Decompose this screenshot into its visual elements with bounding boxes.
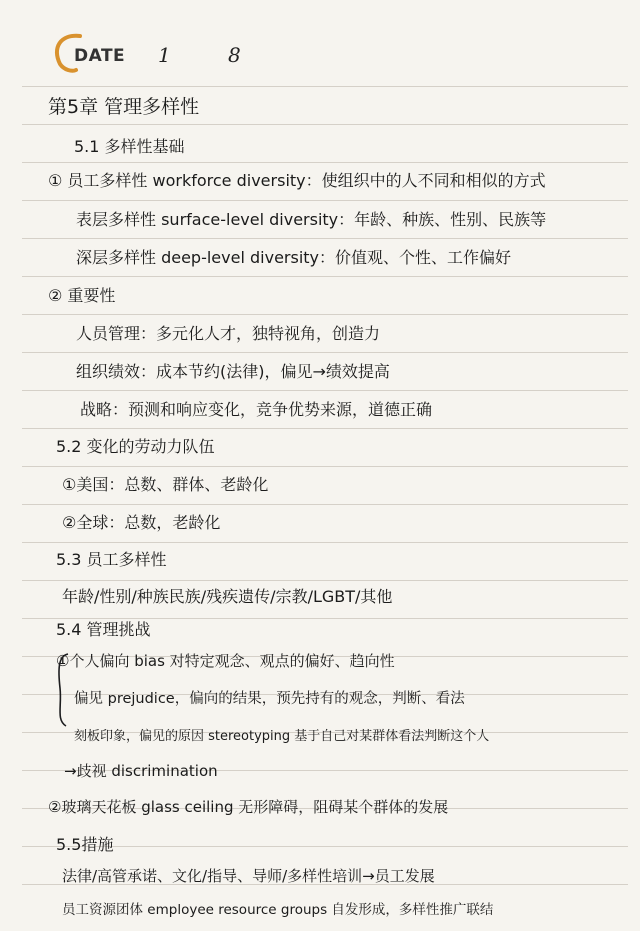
note-line: 深层多样性 deep-level diversity：价值观、个性、工作偏好 (76, 248, 512, 267)
note-line: ②玻璃天花板 glass ceiling 无形障碍，阻碍某个群体的发展 (48, 798, 449, 816)
note-line: 刻板印象，偏见的原因 stereotyping 基于自己对某群体看法判断这个人 (74, 729, 490, 744)
note-line: ①美国：总数、群体、老龄化 (62, 475, 269, 494)
date-label: DATE (74, 46, 126, 66)
note-line: →歧视 discrimination (64, 762, 218, 780)
ruled-line (22, 200, 628, 201)
note-line: 偏见 prejudice，偏向的结果，预先持有的观念，判断、看法 (74, 691, 465, 707)
date-month: 1 (158, 43, 171, 67)
note-line: 战略：预测和响应变化，竞争优势来源，道德正确 (80, 400, 433, 419)
ruled-line (22, 466, 628, 467)
ruled-line (22, 314, 628, 315)
note-line: 员工资源团体 employee resource groups 自发形成，多样性推广联结 (62, 902, 494, 918)
chapter-title: 第5章 管理多样性 (48, 96, 200, 118)
note-line: 组织绩效：成本节约(法律)，偏见→绩效提高 (76, 362, 390, 381)
bracket-icon (52, 650, 70, 730)
note-line: 年龄/性别/种族民族/残疾遗传/宗教/LGBT/其他 (62, 587, 393, 606)
ruled-line (22, 86, 628, 87)
date-header (50, 30, 290, 76)
section-heading: ② 重要性 (48, 286, 116, 305)
note-line: ① 员工多样性 workforce diversity：使组织中的人不同和相似的方式 (48, 171, 546, 190)
section-heading: 5.2 变化的劳动力队伍 (56, 437, 215, 456)
section-heading: 5.5措施 (56, 835, 114, 854)
note-line: ②全球：总数，老龄化 (62, 513, 221, 532)
ruled-line (22, 390, 628, 391)
ruled-line (22, 580, 628, 581)
ruled-line (22, 542, 628, 543)
note-line: 表层多样性 surface-level diversity：年龄、种族、性别、民族等 (76, 210, 547, 229)
ruled-line (22, 238, 628, 239)
ruled-line (22, 352, 628, 353)
note-line: 人员管理：多元化人才，独特视角，创造力 (76, 324, 381, 343)
ruled-line (22, 124, 628, 125)
note-line: 法律/高管承诺、文化/指导、导师/多样性培训→员工发展 (62, 867, 435, 885)
section-heading: 5.1 多样性基础 (74, 137, 185, 156)
note-line: ①个人偏向 bias 对特定观念、观点的偏好、趋向性 (56, 652, 395, 670)
ruled-line (22, 162, 628, 163)
ruled-line (22, 504, 628, 505)
section-heading: 5.4 管理挑战 (56, 620, 151, 639)
ruled-line (22, 276, 628, 277)
ruled-line (22, 428, 628, 429)
section-heading: 5.3 员工多样性 (56, 550, 167, 569)
date-day: 8 (228, 43, 241, 67)
